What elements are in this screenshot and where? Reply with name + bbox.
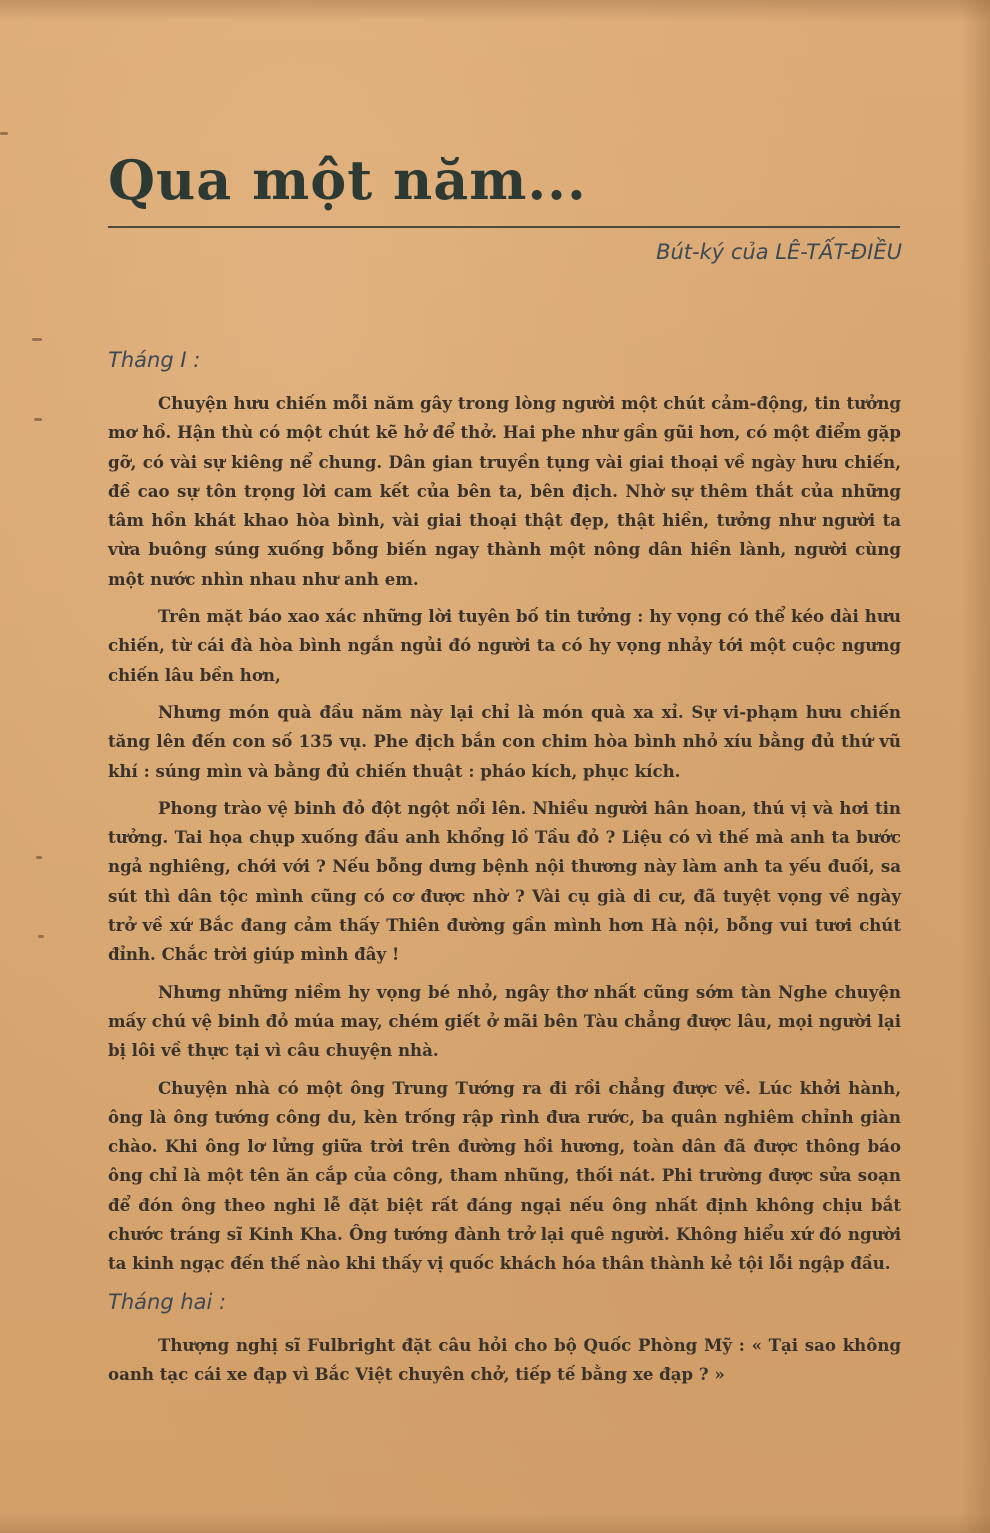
paragraph: Chuyện nhà có một ông Trung Tướng ra đi rồi chẳng được về. Lúc khởi hành, ông là ông tướng công du, kèn trống rập rình đưa rước, ba quân nghiêm chỉnh giàn chào. Khi ông lơ lửng giữa trời trên đường hồi hương, toàn dân đã được thông báo ông chỉ là một tên ăn cắp của công, tham nhũng, thối nát. Phi trường được sửa soạn để đón ông theo nghi lễ đặt biệt rất đáng ngại nếu ông nhất định không chịu bắt chước tráng sĩ Kinh Kha. Ông tướng đành trở lại quê người. Không hiểu xứ đó người ta kinh ngạc đến thế nào khi thấy vị quốc khách hóa thân thành kẻ tội lỗi ngập đầu.: [108, 1077, 901, 1274]
paragraph: Trên mặt báo xao xác những lời tuyên bố tin tưởng : hy vọng có thể kéo dài hưu chiến, từ cái đà hòa bình ngắn ngủi đó người ta có hy vọng nhảy tới một cuộc ngưng chiến lâu bền hơn,: [108, 606, 901, 685]
paper-speck: [36, 856, 42, 859]
article-title: Qua một năm...: [108, 148, 587, 212]
paper-edge-right: [960, 0, 990, 1533]
paragraph: Nhưng món quà đầu năm này lại chỉ là món quà xa xỉ. Sự vi-phạm hưu chiến tăng lên đến con số 135 vụ. Phe địch bắn con chim hòa bình nhỏ xíu bằng đủ thứ vũ khí : súng mìn và bằng đủ chiến thuật : pháo kích, phục kích.: [108, 701, 901, 781]
section-heading-month-2: Tháng hai :: [108, 1289, 227, 1314]
paper-edge-bottom: [0, 1513, 990, 1533]
article-byline: Bút-ký của LÊ-TẤT-ĐIỀU: [656, 240, 902, 264]
paragraph: Thượng nghị sĩ Fulbright đặt câu hỏi cho bộ Quốc Phòng Mỹ : « Tại sao không oanh tạc cái xe đạp vì Bắc Việt chuyên chở, tiếp tế bằng xe đạp ? »: [108, 1334, 901, 1384]
paper-speck: [34, 418, 42, 421]
title-divider: [108, 226, 900, 228]
paper-edge-top: [0, 0, 990, 22]
section-heading-month-1: Tháng I :: [108, 348, 201, 372]
paragraph: Nhưng những niềm hy vọng bé nhỏ, ngây thơ nhất cũng sớm tàn Nghe chuyện mấy chú vệ binh đỏ múa may, chém giết ở mãi bên Tàu chẳng được lâu, mọi người lại bị lôi về thực tại vì câu chuyện nhà.: [108, 981, 901, 1061]
paragraph: Chuyện hưu chiến mỗi năm gây trong lòng người một chút cảm-động, tin tưởng mơ hồ. Hận thù có một chút kẽ hở để thở. Hai phe như gần gũi hơn, có một điểm gặp gỡ, có vài sự kiêng nể chung. Dân gian truyền tụng vài giai thoại về ngày hưu chiến, đề cao sự tôn trọng lời cam kết của bên ta, bên địch. Nhờ sự thêm thắt của những tâm hồn khát khao hòa bình, vài giai thoại thật đẹp, thật hiền, tưởng như người ta vừa buông súng xuống bỗng biến ngay thành một nông dân hiền lành, người cùng một nước nhìn nhau như anh em.: [108, 393, 901, 589]
paper-speck: [38, 935, 44, 938]
article-body: [108, 345, 901, 1397]
paragraph: Phong trào vệ binh đỏ đột ngột nổi lên. Nhiều người hân hoan, thú vị và hơi tin tưởng. Tai họa chụp xuống đầu anh khổng lồ Tầu đỏ ? Liệu có vì thế mà anh ta bước ngả nghiêng, chới với ? Nếu bỗng dưng bệnh nội thương này làm anh ta yếu đuối, sa sút thì dân tộc mình cũng có cơ được nhờ ? Vài cụ già di cư, đã tuyệt vọng về ngày trở về xứ Bắc đang cảm thấy Thiên đường gần mình hơn Hà nội, bỗng vui tươi chút đỉnh. Chắc trời giúp mình đây !: [108, 797, 901, 965]
paper-speck: [32, 338, 42, 341]
paper-speck: [0, 132, 8, 135]
